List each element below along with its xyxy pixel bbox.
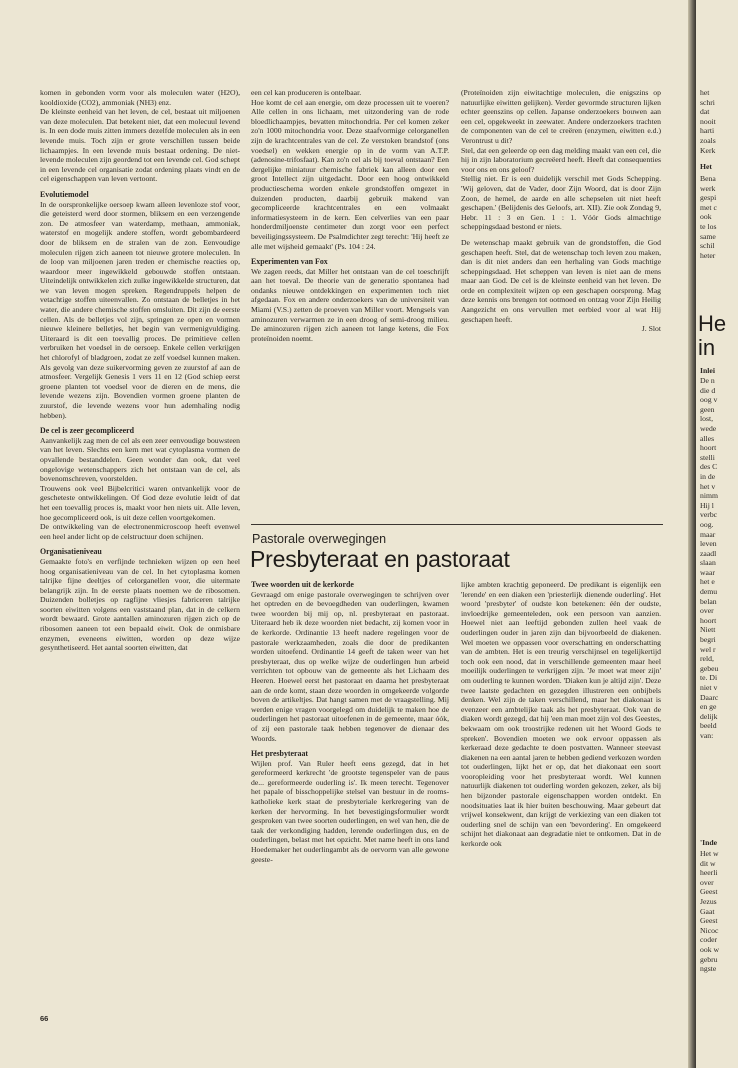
right-line-fragment: dit w — [700, 858, 716, 868]
right-line-fragment: Kerk — [700, 145, 716, 155]
right-line-fragment: zaadl — [700, 548, 717, 558]
right-line-fragment: Nicoc — [700, 925, 719, 935]
right-line-fragment: nooit — [700, 116, 716, 126]
right-line-fragment: het v — [700, 481, 716, 491]
right-line-fragment: alles — [700, 433, 715, 443]
right-lines-mid — [700, 174, 738, 260]
right-heading: 'Inde — [700, 838, 718, 847]
paragraph: De wetenschap maakt gebruik van de grondstoffen, die God geschapen heeft. Stel, dat de wetenschap toch leven zou maken, dan is dit niet anders dan een herhaling van Gods machtige scheppingsdaad. Het scheppen van leven is niet aan de mens maar aan God. De cel is de kleinste eenheid van het leven. De orde en complexiteit wijzen op een geschapen oorsprong. Mag deze kennis ons brengen tot ootmoed en ontzag voor Zijn Heilig Aangezicht en ons vervullen met eerbied voor al wat Hij geschapen heeft. — [461, 237, 661, 324]
right-line-fragment: Geest — [700, 916, 718, 926]
right-line-fragment: schri — [700, 97, 715, 107]
right-line-fragment: te. Di — [700, 673, 718, 683]
right-line-fragment: ook — [700, 212, 712, 222]
right-line-fragment: heter — [700, 250, 716, 260]
right-line-fragment: het e — [700, 577, 715, 587]
right-line-fragment: geen — [700, 404, 715, 414]
right-line-fragment: in de — [700, 471, 716, 481]
right-lines-top — [700, 88, 738, 155]
page-number: 66 — [40, 1014, 49, 1023]
right-line-fragment: wede — [700, 423, 717, 433]
right-line-fragment: demu — [700, 587, 718, 597]
column-2 — [251, 88, 449, 526]
right-line-fragment: werk — [700, 183, 716, 193]
article-divider — [251, 524, 663, 525]
right-line-fragment: delijk — [700, 711, 718, 721]
right-line-fragment: des C — [700, 462, 718, 472]
section-heading: Experimenten van Fox — [251, 257, 328, 267]
section-heading: Organisatieniveau — [40, 547, 102, 557]
right-line-fragment: coder — [700, 935, 718, 945]
right-title-line-1: He — [698, 311, 727, 336]
paragraph: een cel kan produceren is ontelbaar. — [251, 88, 362, 97]
right-line-fragment: belan — [700, 596, 717, 606]
right-line-fragment: ngste — [700, 964, 717, 974]
paragraph: In de oorspronkelijke oersoep kwam alleen levenloze stof voor, die geteisterd werd door stormen, bliksem en een verzengende zon. De atmosfeer van waterdamp, methaan, ammoniak, waterstof en mogelijk andere stoffen, wordt gebombardeerd door de bliksem en de stralen van de zon. Eenvoudige moleculen rijgen zich aaneen tot nieuwe grotere moleculen. In de loop van miljoenen jaren treden er chemische reacties op, waardoor meer ingewikkeld gebouwde stoffen ontstaan. Uiteindelijk ontwikkelen zich zulke ingewikkelde structuren, dat we van leven mogen spreken. Regendruppels helpen de vetachtige stoffen uiteenvallen. Zo ontstaan de belletjes in het water, die andere chemische stoffen omsluiten. Dit zijn de eerste cellen. Als de belletjes vol zijn, springen ze open en vormen nieuwe kleinere belletjes, het begin van vermenigvuldiging. Uiteraard is dit een toevallig proces. De primitieve cellen verbruiken het voedsel in de oersoep. Enkele cellen verkrijgen het chlorofyl of bladgroen, zodat ze zelf voedsel kunnen maken. Als gevolg van deze suikervorming geven ze zuurstof af aan de atmosfeer. Vergelijk Genesis 1 vers 11 en 12 (God schiep eerst groene planten tot voedsel voor de dieren en de mens, die levende wezens zijn. Bovendien vormen groene planten de zuurstof, die levende wezens voor hun ademhaling nodig hebben). — [40, 199, 240, 420]
right-line-fragment: Jezus — [700, 896, 717, 906]
paragraph: Wijlen prof. Van Ruler heeft eens gezegd, dat in het gereformeerd kerkrecht 'de grootste tegenspeler van de paus de... gereformeerde ouderling is'. Ik meen terecht. Tegenover het papale of bisschoppelijke stelsel van bestuur in de rooms-katholieke kerk staat de presbyteriale kerkregering van de kerken der hervorming. In het bevestigingsformulier wordt gesproken van twee soorten ouderlingen, en wel van hen, die de taak der verkondiging hadden, lerende ouderlingen dus, en de ouderlingen, belast met het opzicht. Met name heeft in ons land Hoedemaker het ouderlingambt als de oervorm van alle gewone geeste- — [251, 758, 449, 864]
paragraph: Aanvankelijk zag men de cel als een zeer eenvoudige bouwsteen van het leven. Slechts een kern met wat cytoplasma vormen de opvallende bestanddelen. Geen wonder dan ook, dat veel ongelovige wetenschappers zich het ontstaan van de cel, als bovenomschreven, voorstelden. — [40, 435, 240, 484]
right-line-fragment: verbc — [700, 510, 718, 520]
right-page — [696, 0, 738, 1068]
right-line-fragment: het — [700, 88, 710, 97]
right-line-fragment: dat — [700, 107, 710, 117]
right-line-fragment: Hij l — [700, 500, 714, 510]
column-1 — [40, 88, 240, 1013]
right-line-fragment: schil — [700, 241, 715, 251]
right-line-fragment: Bena — [700, 174, 716, 183]
section-heading: Evolutiemodel — [40, 189, 89, 199]
right-line-fragment: leven — [700, 539, 717, 549]
right-line-fragment: hoort — [700, 443, 717, 453]
author-signature: J. Slot — [641, 324, 661, 334]
paragraph: Gevraagd om enige pastorale overwegingen te schrijven over het optreden en de bevoegdheden van ouderlingen, kwamen twee woorden bij mij op, nl. presbyteraat en pastoraat. Uiteraard heb ik deze woorden niet bedacht, zij komen voor in de kerkorde. Ordinantie 13 heeft nadere regelingen voor de pastorale werkzaamheden, zoals die door de predikanten worden uitoefend. Ordinantie 14 geeft de taken weer van het presbyteraat, dus op welke wijze de ouderlingen hun arbeid verrichten tot opbouw van de gemeente als het Lichaam des Heeren. Hoewel eerst het pastoraat en daarna het presbyteraat aan de orde komt, staan deze woorden in omgekeerde volgorde boven de artikeltjes. Dat hangt samen met de vraagstelling. Mij werden enige vragen voorgelegd om duidelijk te maken hoe de ouderlingen het pastoraat uitoefenen in de gemeente, maar óók, of zij een pastorale taak hebben tegenover de dienaar des Woords. — [251, 589, 449, 743]
right-line-fragment: waar — [700, 567, 715, 577]
paragraph: Stellig niet. Er is een duidelijk verschil met Gods Schepping. 'Wij geloven, dat de Vader, door Zijn Woord, dat is door Zijn Zoon, de hemel, de aarde en alle schepselen uit niet heeft geschapen.' (Belijdenis des Geloofs, art. XII). Zie ook Zondag 9, Hebr. 11 : 3 en Gen. 1 : 1. Vóór Gods almachtige scheppingsdaad bestond er niets. — [461, 174, 661, 232]
article-title: Presbyteraat en pastoraat — [250, 546, 510, 572]
right-line-fragment: slaan — [700, 558, 716, 568]
right-line-fragment: wel r — [700, 644, 716, 654]
right-line-fragment: nimm — [700, 491, 718, 501]
right-lines-bottom — [700, 849, 738, 974]
right-title-line-2: in — [698, 335, 716, 360]
right-line-fragment: harti — [700, 126, 715, 136]
right-line-fragment: van: — [700, 730, 714, 740]
right-line-fragment: Daarc — [700, 692, 719, 702]
right-line-fragment: hoort — [700, 615, 717, 625]
right-heading: Inlei — [700, 366, 715, 375]
paragraph: Stel, dat een geleerde op een dag melding maakt van een cel, die hij in zijn laboratorium gecreëerd heeft. Heeft dat consequenties voor ons en ons geloof? — [461, 145, 661, 174]
paragraph: komen in gebonden vorm voor als moleculen water (H2O), kooldioxide (CO2), ammoniak (NH3) enz. — [40, 88, 240, 107]
section-heading: Het presbyteraat — [251, 749, 309, 759]
article-kicker: Pastorale overwegingen — [252, 532, 387, 546]
paragraph: lijke ambten krachtig geponeerd. De predikant is eigenlijk een 'lerende' en een diaken een 'priesterlijk dienende ouderling'. Het woord 'presbyter' of oudste kon betekenen: één der oudste, invloedrijke gemeenteleden, ook een persoon van aanzien. Hoewel niet aan leeftijd gebonden zullen heel vaak de ouderlingen ouder in jaren zijn dan bijvoorbeeld de diakenen. Wel moeten we oppassen voor overschatting en onderschatting van de ambten. Het is een treurig verschijnsel en tegelijkertijd toch ook een nood, dat in verschillende gemeenten maar heel moeilijk ouderlingen te verkrijgen zijn. 'Je moet wat meer zijn' om ouderling te kunnen worden. 'Diaken kun je altijd zijn'. Deze twee laatste gedachten en gezegden illustreren een onbijbels denken. Wel zijn de taken verschillend, maar het diakonaat is evenzeer een ambtelijke taak als het presbyteraat. Ook van de diaken wordt gezegd, dat hij 'een man moet zijn vol des Geestes, bekwaam om ook troostrijke redenen uit het Woord Gods te spreken'. Bovendien moeten we ook ervoor oppassen als kerkeraad deze gedachte te doen postvatten. Wanneer steevast diakenen na een aantal jaren te hebben gediend verkozen worden tot ouderlingen, lijkt het er op, dat het diakonaat een soort vooropleiding voor het presbyteraat wordt. Wel kunnen natuurlijk diakenen tot ouderling worden gekozen, zeker, als bij hen bijzonder pastorale eigenschappen worden ontdekt. En noodsituaties laat ik hier buiten beschouwing. Maar gebeurt dat vrijwel konsekwent, dan krijgt de verkiezing van een diaken tot ouderling snel de schijn van een 'bevordering'. En omgekeerd schijnt het diakonaat aan degradatie niet te ontkomen. Dat in de kerkorde ook — [461, 580, 661, 849]
right-line-fragment: Gaat — [700, 906, 715, 916]
right-line-fragment: Niett — [700, 625, 716, 635]
paragraph: Trouwens ook veel Bijbelcritici waren ontvankelijk voor de gescheteste ontwikkelingen. Of God deze evolutie leidt of dat het een toevallig proces is, maakt voor hen niets uit. Alle leven, hoe gecompliceerd ook, is uit deze cellen voortgekomen. — [40, 483, 240, 522]
right-lines-body — [700, 376, 738, 741]
section-heading: Twee woorden uit de kerkorde — [251, 580, 354, 589]
right-line-fragment: lost, — [700, 414, 714, 424]
section-heading: De cel is zeer gecompliceerd — [40, 426, 135, 436]
right-line-fragment: Geest — [700, 887, 718, 897]
paragraph: Gemaakte foto's en verfijnde technieken wijzen op een heel hoog organisatieniveau van de cel. In het cytoplasma komen talrijke fijne deeltjes of celorganellen voor, die uitermate belangrijk zijn. In de eerste plaats noemen we de ribosomen. Duizenden bolletjes op ragfijne vliesjes fabriceren talrijke soorten eiwitten volgens een vaststaand plan, dat in de celkern wordt bewaard. Grote aantallen aminozuren rijgen zich op de ribosomen aaneen tot een bepaald eiwit. Ook de onmisbare enzymen, eveneens eiwitten, worden op deze wijze gesynthetiseerd. Het aantal soorten eiwitten, dat — [40, 556, 240, 653]
right-line-fragment: niet v — [700, 683, 718, 692]
right-heading: Het — [700, 162, 712, 171]
right-line-fragment: over — [700, 877, 714, 887]
right-line-fragment: reld, — [700, 654, 714, 664]
right-line-fragment: oog. — [700, 519, 714, 529]
right-line-fragment: same — [700, 231, 716, 241]
right-line-fragment: gebru — [700, 954, 718, 964]
right-line-fragment: stelli — [700, 452, 715, 462]
right-line-fragment: gebeu — [700, 663, 719, 673]
right-line-fragment: zoals — [700, 135, 716, 145]
right-line-fragment: te los — [700, 221, 717, 231]
right-line-fragment: met c — [700, 202, 717, 212]
right-line-fragment: die d — [700, 385, 716, 395]
paragraph: We zagen reeds, dat Miller het ontstaan van de cel toeschrijft aan het toeval. De theorie van de generatio spontanea had ondanks nieuwe ontdekkingen en experimenten toch niet afgedaan. Fox en andere onderzoekers van de universiteit van Miami (V.S.) zetten de proeven van Miller voort. Mengsels van aminozuren verwarmen ze in een droog of semi-droog milieu. De aminozuren rijgen zich aaneen tot lange ketens, die Fox proteïnoiden noemt. — [251, 266, 449, 343]
column-3 — [461, 88, 661, 526]
right-line-fragment: heerli — [700, 868, 718, 878]
right-line-fragment: ook w — [700, 944, 720, 954]
right-line-fragment: begri — [700, 635, 716, 645]
book-gutter — [688, 0, 696, 1068]
right-line-fragment: en ge — [700, 702, 717, 712]
paragraph: Hoe komt de cel aan energie, om deze processen uit te voeren? Alle cellen in ons lichaam, met uitzondering van de rode bloedlichaampjes, bevatten mitochondria. Per cel komen zeker zo'n 1000 mitochondria voor. Deze staafvormige celorganellen zijn de krachtcentrales van de cel. Ze verstoken brandstof (ons voedsel) en wekken energie op in de vorm van A.T.P. (adenosine-trifosfaat). Kan zo'n cel als bij toeval ontstaan? Een dergelijke miniatuur chemische fabriek kan alleen door een groot Intellect zijn uitgedacht. Door een hoog ontwikkeld productieschema worden enkele grondstoffen omgezet in duizenden producten, daarbij gebruik makend van gecompliceerde krachtcentrales en een volmaakt informatiesysteem in de kern. Een celverlies van een paar honderdmiljoenste centimeter dun zorgt voor een perfect beveiligingssysteem. De Psalmdichter zegt terecht: 'Hij heeft ze alle met wijsheid gemaakt' (Ps. 104 : 24. — [251, 97, 449, 251]
paragraph: De ontwikkeling van de electronenmicroscoop heeft evenwel een heel ander licht op de celstructuur doen schijnen. — [40, 522, 240, 541]
paragraph: (Proteïnoiden zijn eiwitachtige moleculen, die enigszins op natuurlijke eiwitten gelijken). Verder gevormde structuren lijken echter geenszins op cellen. Japanse onderzoekers bouwen aan een cel, opgekweekt in zeewater. Andere onderzoekers trachten de componenten van de cel te creëren (enzymen, eiwitten e.d.) Verontrust u dit? — [461, 88, 661, 145]
right-line-fragment: De n — [700, 376, 715, 385]
right-line-fragment: gespi — [700, 193, 717, 203]
right-line-fragment: oog v — [700, 395, 718, 405]
right-line-fragment: beeld — [700, 721, 717, 731]
right-line-fragment: maar — [700, 529, 716, 539]
column-4 — [251, 580, 449, 1000]
paragraph: De kleinste eenheid van het leven, de cel, bestaat uit miljoenen van deze moleculen. Dat betekent niet, dat een molecuul levend is. In een dode muis zitten immers dezelfde moleculen als in een levende muis. Toch zijn er grote verschillen tussen beide lichaampjes. In een levende muis bestaat ordening. De niet-levende moleculen zijn geordend tot een levende cel. God schept in een levende cel organisatie zodat ordening plaats vindt en de cel eigenschappen van leven vertoont. — [40, 107, 240, 184]
right-line-fragment: over — [700, 606, 714, 616]
right-line-fragment: Het w — [700, 849, 719, 858]
column-5 — [461, 580, 661, 1000]
